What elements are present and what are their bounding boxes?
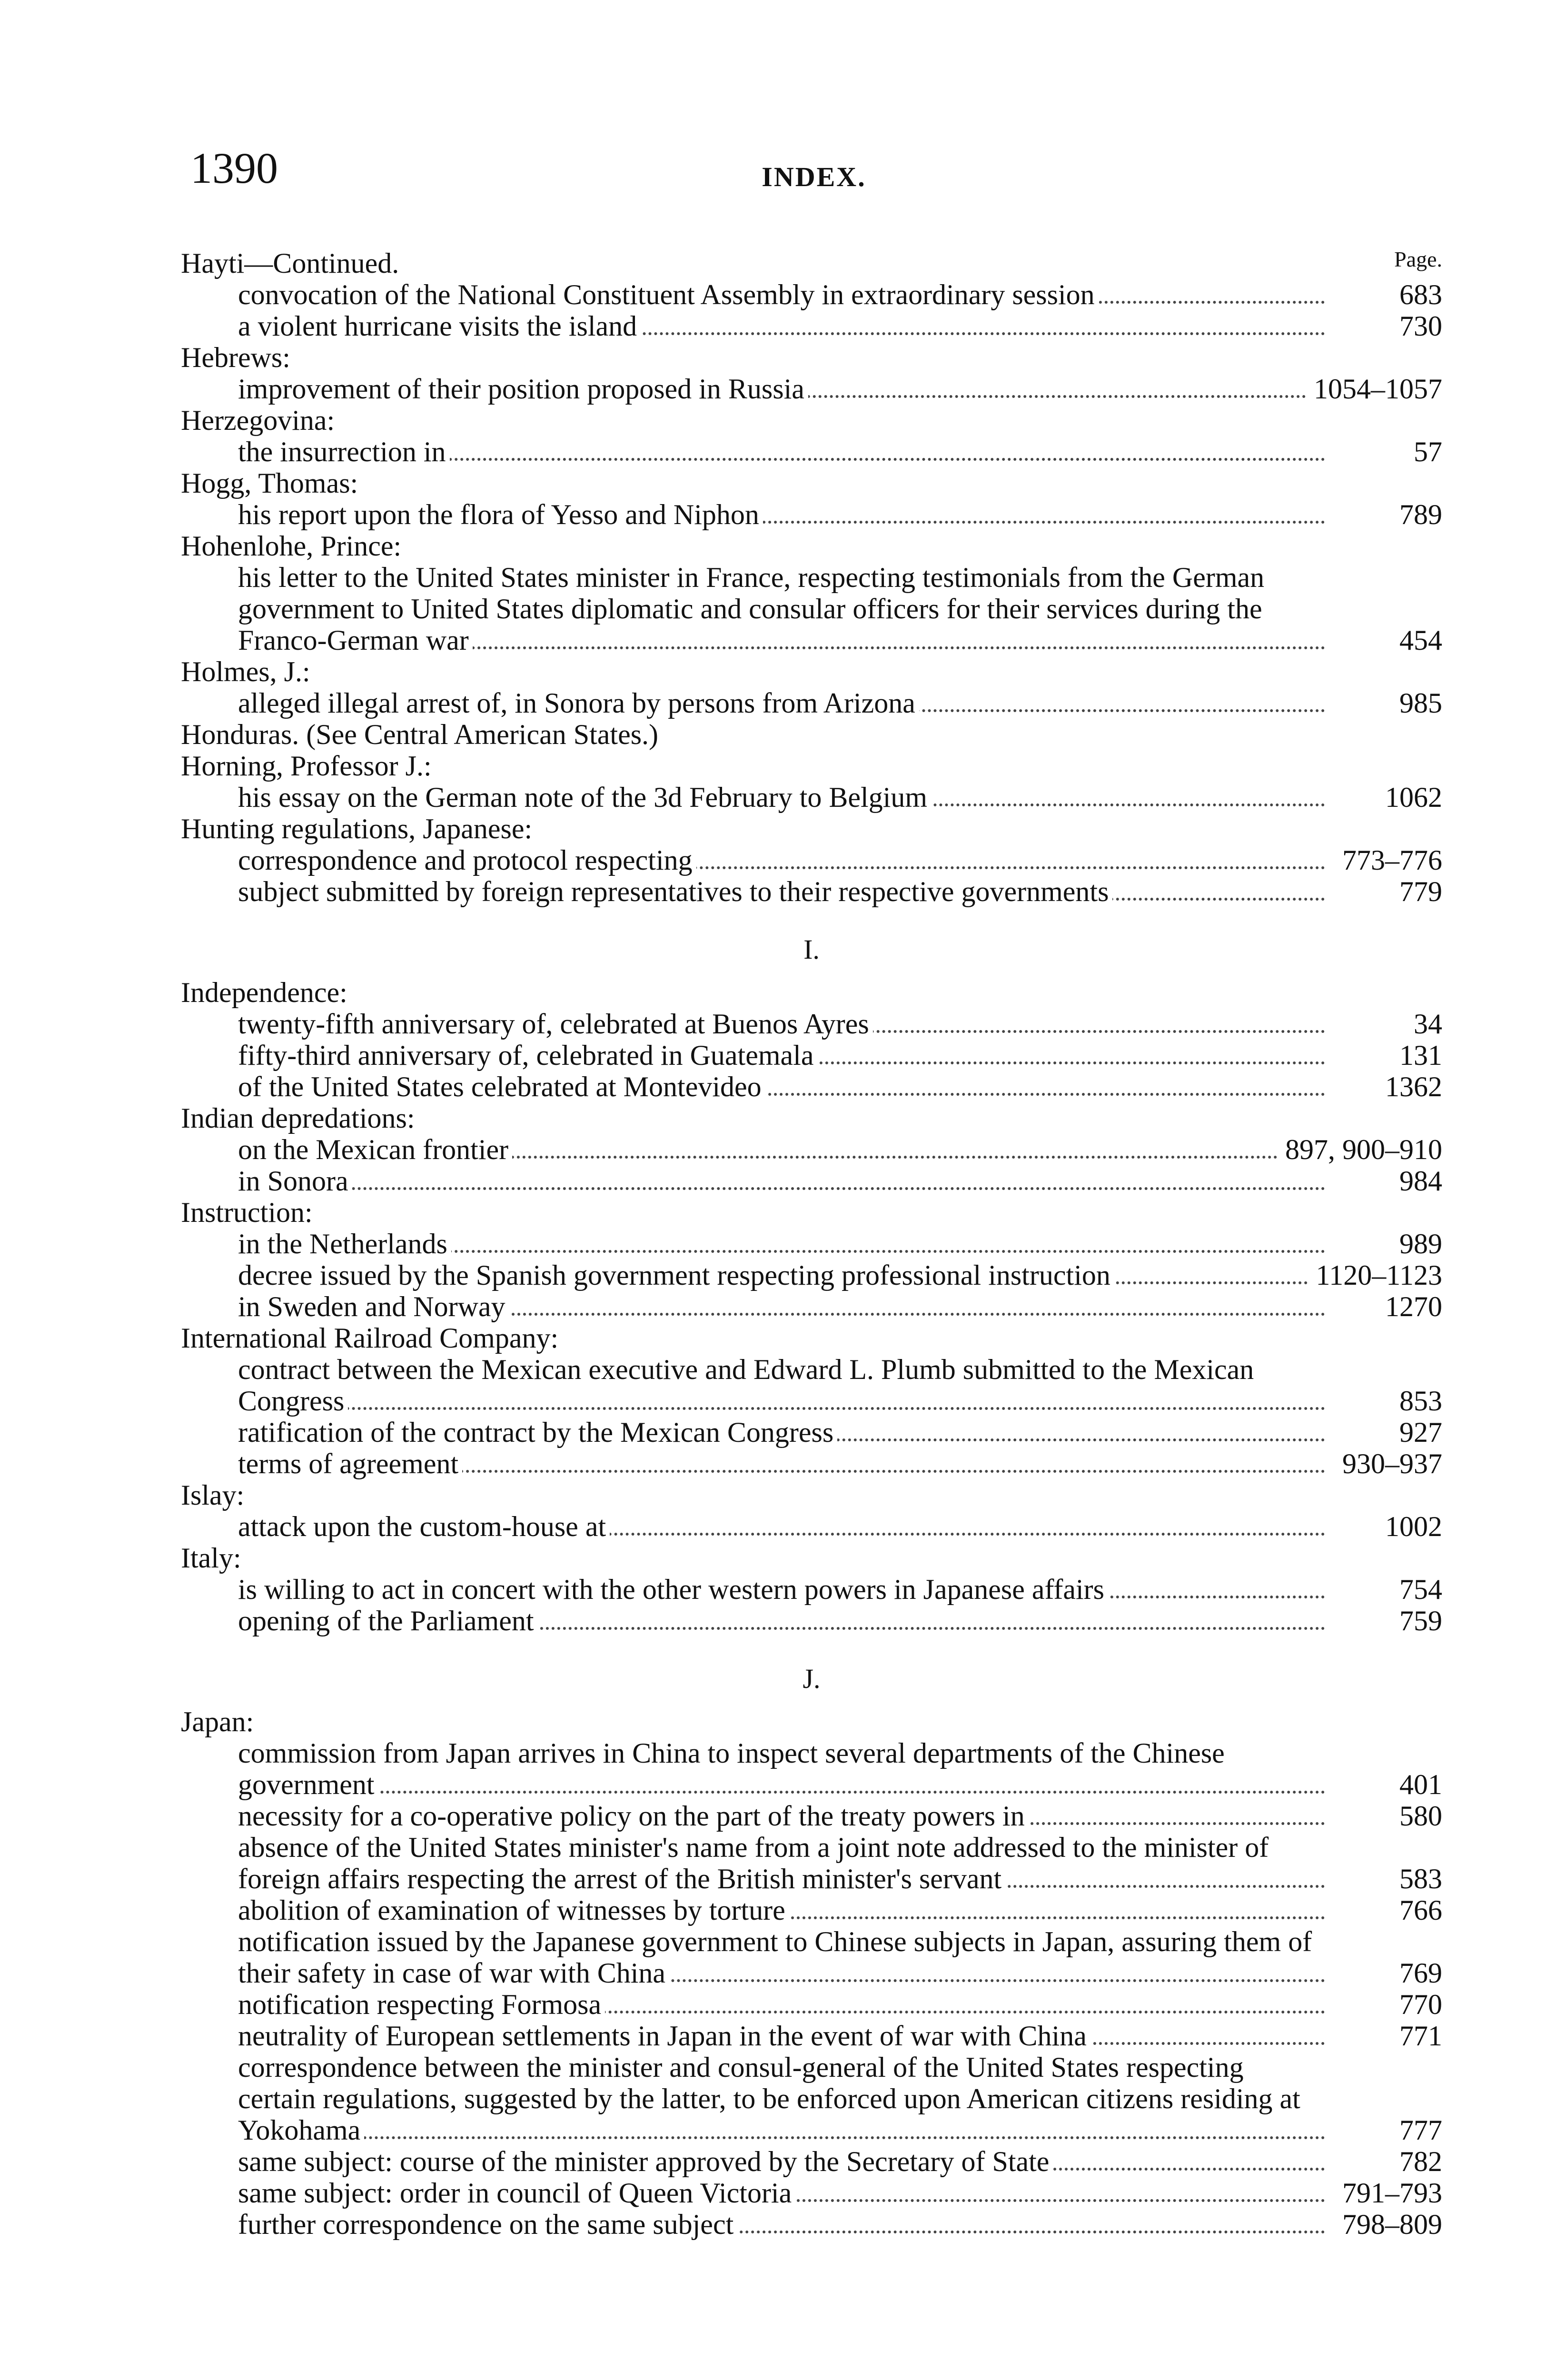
entry-heading: International Railroad Company: — [181, 1322, 559, 1354]
entry-heading: Hebrews: — [181, 342, 290, 373]
page-reference: 583 — [1399, 1863, 1442, 1894]
page-reference: 1270 — [1385, 1291, 1442, 1322]
subentry-text — [238, 2146, 1325, 2177]
subentry-label: improvement of their position proposed in Russia — [238, 373, 808, 405]
entry-heading: Islay: — [181, 1479, 245, 1511]
page-number: 1390 — [190, 144, 278, 192]
subentry-text — [238, 1165, 1325, 1197]
entry-heading: Instruction: — [181, 1197, 313, 1228]
subentry-row — [181, 1008, 1442, 1040]
entry-heading: Hogg, Thomas: — [181, 467, 358, 499]
subentry-label: ratification of the contract by the Mexican Congress — [238, 1417, 837, 1448]
index-entry — [181, 977, 1442, 1102]
page-reference: 34 — [1414, 1008, 1442, 1040]
subentry-text — [238, 1894, 1325, 1926]
subentry-label: necessity for a co-operative policy on the part of the treaty powers in — [238, 1800, 1029, 1832]
subentry-text — [238, 2020, 1325, 2052]
entry-heading: Hohenlohe, Prince: — [181, 530, 402, 562]
entry-heading: Honduras. (See Central American States.) — [181, 719, 659, 750]
page-reference: 131 — [1399, 1040, 1442, 1071]
subentry-text — [238, 1448, 1325, 1479]
subentry-label: attack upon the custom-house at — [238, 1511, 610, 1542]
page-reference: 1002 — [1385, 1511, 1442, 1542]
page-reference: 1362 — [1385, 1071, 1442, 1102]
subentry-label: twenty-fifth anniversary of, celebrated at Buenos Ayres — [238, 1008, 873, 1040]
subentry-label: the insurrection in — [238, 436, 450, 467]
page-reference: 754 — [1399, 1574, 1442, 1605]
subentry-row — [181, 1165, 1442, 1197]
index-entry — [181, 813, 1442, 907]
page-reference: 1054–1057 — [1314, 373, 1442, 405]
subentry-row — [181, 1040, 1442, 1071]
subentry-label: correspondence and protocol respecting — [238, 844, 696, 876]
subentry-label: further correspondence on the same subject — [238, 2209, 737, 2240]
page-reference: 580 — [1399, 1800, 1442, 1832]
page-reference: 782 — [1399, 2146, 1442, 2177]
subentry-text — [238, 279, 1325, 310]
page-reference: 853 — [1399, 1385, 1442, 1417]
subentry-label: abolition of examination of witnesses by torture — [238, 1894, 789, 1926]
index-entry — [181, 530, 1442, 656]
subentry-label: opening of the Parliament — [238, 1605, 538, 1636]
subentry-row — [181, 1605, 1442, 1636]
page-reference: 777 — [1399, 2114, 1442, 2146]
subentry-text — [238, 1574, 1325, 1605]
subentry-text — [238, 1926, 1325, 1989]
subentry-label: absence of the United States minister's name from a joint note addressed to the minister of foreign affairs respecting the arrest of the British minister's servant — [238, 1832, 1269, 1894]
subentry-row — [181, 1448, 1442, 1479]
page-reference: 454 — [1399, 625, 1442, 656]
subentry-row — [181, 1800, 1442, 1832]
subentry-text — [238, 844, 1325, 876]
section-letter: J. — [803, 1663, 821, 1694]
subentry-row — [181, 1134, 1442, 1165]
subentry-text — [238, 876, 1325, 907]
index-section — [181, 934, 1442, 1636]
subentry-text — [238, 1071, 1325, 1102]
subentry-text — [238, 310, 1325, 342]
subentry-label: terms of agreement — [238, 1448, 462, 1479]
subentry-text — [238, 1040, 1325, 1071]
subentry-row — [181, 782, 1442, 813]
page-reference: 773–776 — [1342, 844, 1442, 876]
subentry-text — [238, 1417, 1325, 1448]
entry-heading: Holmes, J.: — [181, 656, 310, 687]
page-reference: 930–937 — [1342, 1448, 1442, 1479]
subentry-label: convocation of the National Constituent Assembly in extraordinary session — [238, 279, 1099, 310]
subentry-text — [238, 1228, 1325, 1259]
subentry-text — [238, 1008, 1325, 1040]
subentry-row — [181, 1228, 1442, 1259]
subentry-row — [181, 279, 1442, 310]
index-entry — [181, 248, 1442, 342]
subentry-row — [181, 562, 1442, 656]
page-reference: 57 — [1414, 436, 1442, 467]
subentry-label: is willing to act in concert with the other western powers in Japanese affairs — [238, 1574, 1108, 1605]
page-reference: 683 — [1399, 279, 1442, 310]
subentry-row — [181, 1989, 1442, 2020]
subentry-text — [238, 1511, 1325, 1542]
subentry-label: fifty-third anniversary of, celebrated in Guatemala — [238, 1040, 817, 1071]
subentry-row — [181, 844, 1442, 876]
page-reference: 730 — [1399, 310, 1442, 342]
page-reference: 927 — [1399, 1417, 1442, 1448]
subentry-row — [181, 1354, 1442, 1417]
index-entry — [181, 342, 1442, 405]
page-reference: 779 — [1399, 876, 1442, 907]
index-sections — [181, 248, 1442, 2240]
entry-heading: Horning, Professor J.: — [181, 750, 432, 782]
entry-heading: Indian depredations: — [181, 1102, 415, 1134]
subentry-row — [181, 1832, 1442, 1894]
index-entry — [181, 1542, 1442, 1636]
subentry-text — [238, 1134, 1278, 1165]
index-section — [181, 1663, 1442, 2240]
subentry-label: decree issued by the Spanish government respecting professional instruction — [238, 1259, 1114, 1291]
subentry-row — [181, 2146, 1442, 2177]
index-entry — [181, 1479, 1442, 1542]
subentry-label: commission from Japan arrives in China to inspect several departments of the Chinese government — [238, 1737, 1225, 1800]
index-entry — [181, 1322, 1442, 1479]
page-reference: 1120–1123 — [1316, 1259, 1442, 1291]
entry-heading: Herzegovina: — [181, 405, 335, 436]
page-reference: 766 — [1399, 1894, 1442, 1926]
subentry-text — [238, 1989, 1325, 2020]
page-reference: 1062 — [1385, 782, 1442, 813]
page-reference: 989 — [1399, 1228, 1442, 1259]
subentry-label: correspondence between the minister and consul-general of the United States respecting certain regulations, suggested by the latter, to be enforced upon American citizens residing at Yokohama — [238, 2052, 1300, 2146]
subentry-row — [181, 1737, 1442, 1800]
index-entry — [181, 656, 1442, 719]
index-entry — [181, 1706, 1442, 2240]
subentry-text — [238, 687, 1325, 719]
subentry-text — [238, 2209, 1325, 2240]
page-reference: 984 — [1399, 1165, 1442, 1197]
subentry-row — [181, 2209, 1442, 2240]
subentry-label: in Sweden and Norway — [238, 1291, 509, 1322]
subentry-row — [181, 1574, 1442, 1605]
subentry-text — [238, 2052, 1325, 2146]
subentry-label: neutrality of European settlements in Japan in the event of war with China — [238, 2020, 1090, 2052]
index-entry — [181, 750, 1442, 813]
subentry-row — [181, 1259, 1442, 1291]
page-reference: 798–809 — [1342, 2209, 1442, 2240]
page-reference: 769 — [1399, 1957, 1442, 1989]
subentry-label: notification issued by the Japanese government to Chinese subjects in Japan, assuring them of their safety in case of war with China — [238, 1926, 1312, 1989]
subentry-label: his report upon the flora of Yesso and Niphon — [238, 499, 763, 530]
index-entry — [181, 1102, 1442, 1197]
subentry-label: same subject: order in council of Queen Victoria — [238, 2177, 795, 2209]
subentry-text — [238, 1259, 1308, 1291]
entry-heading: Hayti—Continued. — [181, 248, 399, 279]
subentry-row — [181, 1511, 1442, 1542]
index-entry — [181, 1197, 1442, 1322]
page-column-label: Page. — [1394, 247, 1442, 271]
index-section — [181, 248, 1442, 907]
subentry-label: in Sonora — [238, 1165, 352, 1197]
subentry-text — [238, 562, 1325, 656]
subentry-label: on the Mexican frontier — [238, 1134, 512, 1165]
entry-heading: Independence: — [181, 977, 347, 1008]
subentry-row — [181, 499, 1442, 530]
subentry-row — [181, 2020, 1442, 2052]
subentry-text — [238, 1800, 1325, 1832]
index-entry — [181, 719, 1442, 750]
subentry-row — [181, 373, 1442, 405]
subentry-label: his essay on the German note of the 3d February to Belgium — [238, 782, 931, 813]
subentry-row — [181, 436, 1442, 467]
index-entry — [181, 467, 1442, 530]
subentry-label: alleged illegal arrest of, in Sonora by persons from Arizona — [238, 687, 919, 719]
subentry-row — [181, 2177, 1442, 2209]
subentry-row — [181, 876, 1442, 907]
running-title: INDEX. — [762, 161, 866, 192]
subentry-row — [181, 1926, 1442, 1989]
page-reference: 791–793 — [1342, 2177, 1442, 2209]
subentry-label: his letter to the United States minister in France, respecting testimonials from the German government to United States diplomatic and consular officers for their services during the Franco-German war — [238, 562, 1265, 656]
page-reference: 897, 900–910 — [1285, 1134, 1442, 1165]
subentry-text — [238, 782, 1325, 813]
subentry-text — [238, 436, 1325, 467]
subentry-row — [181, 1291, 1442, 1322]
subentry-row — [181, 1417, 1442, 1448]
subentry-row — [181, 2052, 1442, 2146]
subentry-label: subject submitted by foreign representatives to their respective governments — [238, 876, 1112, 907]
subentry-label: contract between the Mexican executive and Edward L. Plumb submitted to the Mexican Congress — [238, 1354, 1254, 1417]
page-reference: 759 — [1399, 1605, 1442, 1636]
entry-heading: Italy: — [181, 1542, 241, 1574]
subentry-row — [181, 1894, 1442, 1926]
section-letter: I. — [803, 934, 820, 965]
index-entry — [181, 405, 1442, 467]
subentry-label: notification respecting Formosa — [238, 1989, 605, 2020]
subentry-text — [238, 2177, 1325, 2209]
subentry-text — [238, 1291, 1325, 1322]
subentry-text — [238, 1605, 1325, 1636]
page-reference: 401 — [1399, 1769, 1442, 1800]
subentry-row — [181, 1071, 1442, 1102]
subentry-text — [238, 1832, 1325, 1894]
subentry-text — [238, 373, 1306, 405]
page-reference: 771 — [1399, 2020, 1442, 2052]
subentry-label: a violent hurricane visits the island — [238, 310, 641, 342]
subentry-row — [181, 687, 1442, 719]
subentry-text — [238, 499, 1325, 530]
index-body — [181, 248, 1442, 2240]
subentry-text — [238, 1737, 1325, 1800]
entry-heading: Japan: — [181, 1706, 254, 1737]
page-reference: 985 — [1399, 687, 1442, 719]
page-header — [190, 143, 1437, 200]
subentry-label: in the Netherlands — [238, 1228, 451, 1259]
subentry-label: of the United States celebrated at Montevideo — [238, 1071, 765, 1102]
page-reference: 789 — [1399, 499, 1442, 530]
subentry-row — [181, 310, 1442, 342]
entry-heading: Hunting regulations, Japanese: — [181, 813, 533, 844]
subentry-text — [238, 1354, 1325, 1417]
page-reference: 770 — [1399, 1989, 1442, 2020]
subentry-label: same subject: course of the minister approved by the Secretary of State — [238, 2146, 1053, 2177]
